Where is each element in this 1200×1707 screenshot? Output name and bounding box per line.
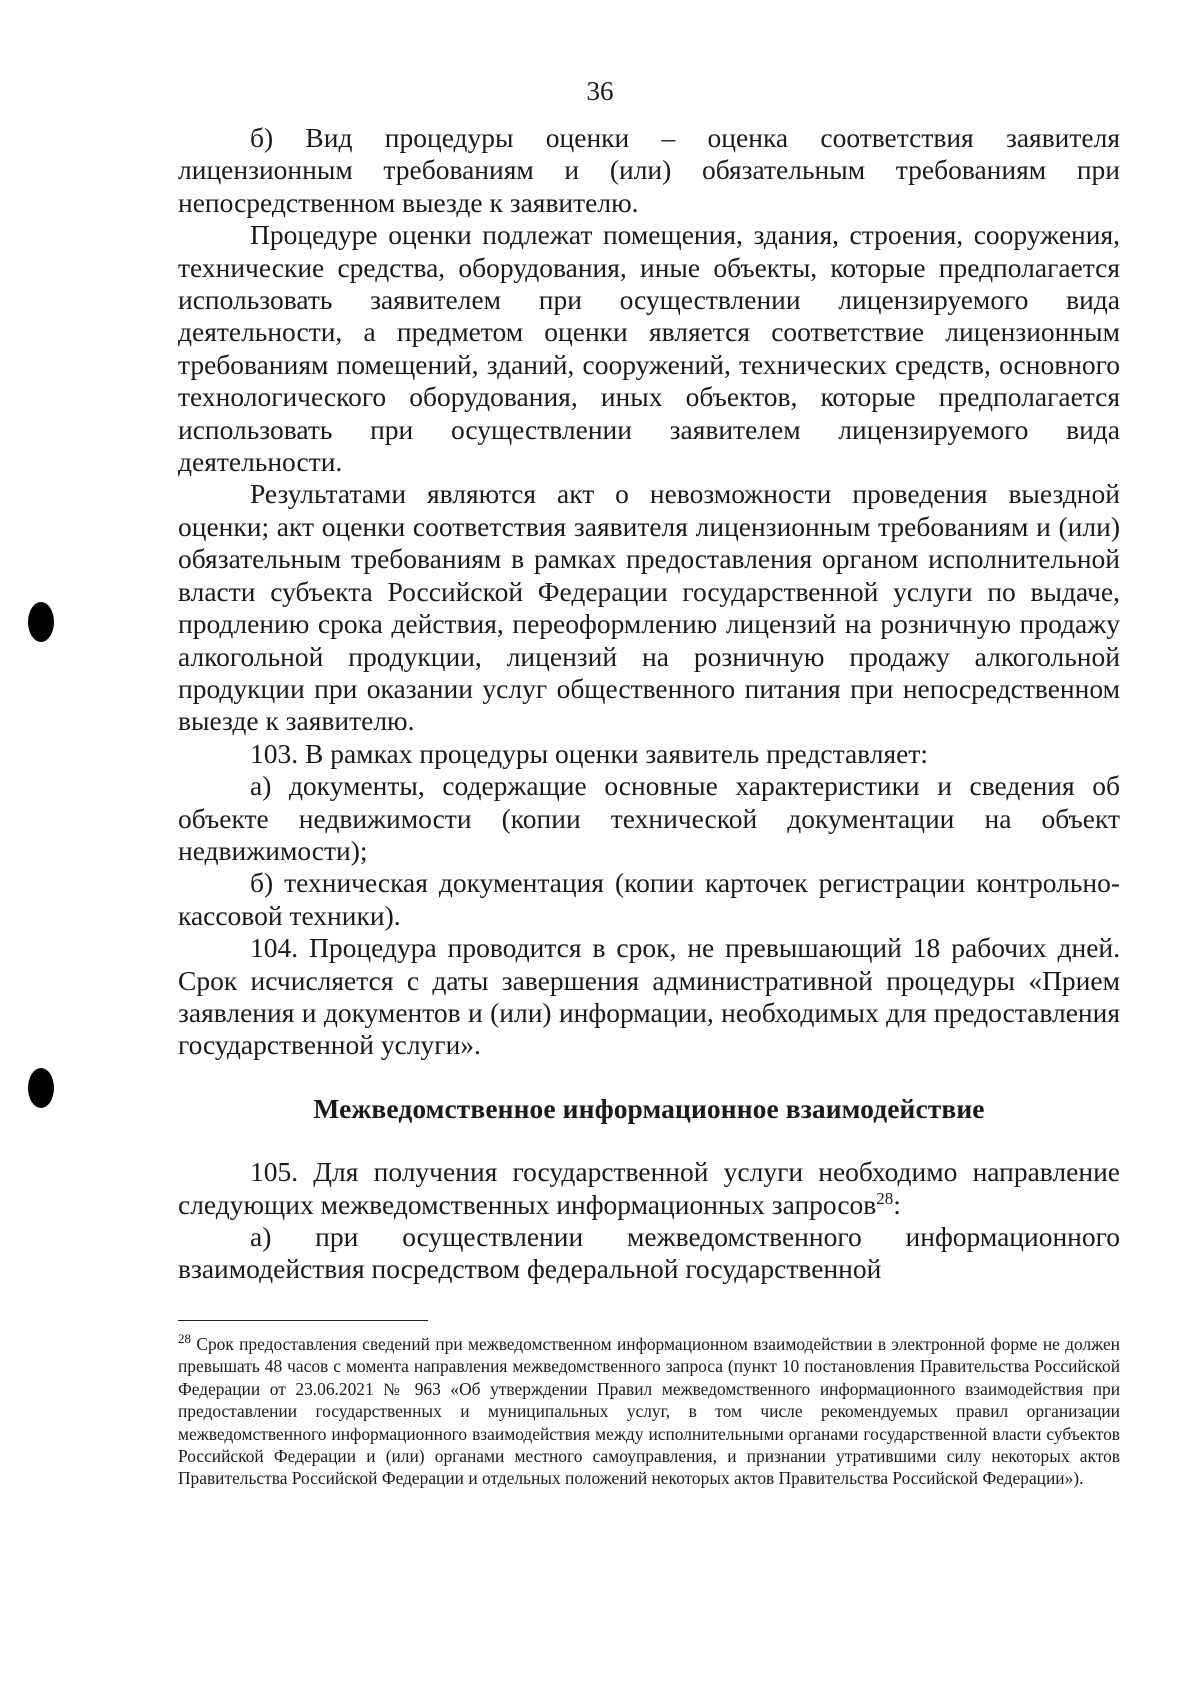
paragraph-results: Результатами являются акт о невозможности проведения выездной оценки; акт оценки соответствия заявителя лицензионным требованиям и (или) обязательным требованиям в рамках предоставления органом исполнительной власти субъекта Российской Федерации государственной услуги по выдаче, продлению срока действия, переоформлению лицензий на розничную продажу алкогольной продукции, лицензий на розничную продажу алкогольной продукции при оказании услуг общественного питания при непосредственном выезде к заявителю.: [178, 478, 1120, 737]
paragraph-103: 103. В рамках процедуры оценки заявитель представляет:: [250, 737, 929, 769]
paragraph-105: [178, 1156, 1120, 1221]
document-body: [178, 122, 1120, 1286]
footnote-text: Срок предоставления сведений при межведомственном информационном взаимодействии в электронной форме не должен превышать 48 часов с момента направления межведомственного запроса (пункт 10 постановления Правительства Российской Федерации от 23.06.2021 № 963 «Об утверждении Правил межведомственного информационного взаимодействия при предоставлении государственных и муниципальных услуг, в том числе рекомендуемых правил организации межведомственного информационного взаимодействия между исполнительными органами государственной власти субъектов Российской Федерации и (или) органами местного самоуправления, и признании утратившими силу некоторых актов Правительства Российской Федерации и отдельных положений некоторых актов Правительства Российской Федерации»).: [178, 1334, 1120, 1489]
footnote-28: [178, 1333, 1120, 1490]
footnote-marker: 28: [178, 1331, 191, 1347]
footnote-separator: [178, 1320, 428, 1321]
paragraph-b-procedure-type: б) Вид процедуры оценки – оценка соответствия заявителя лицензионным требованиям и (или) обязательным требованиям при непосредственном выезде к заявителю.: [178, 122, 1120, 218]
punch-hole-lower: [28, 1068, 54, 1108]
paragraph-104: 104. Процедура проводится в срок, не превышающий 18 рабочих дней. Срок исчисляется с даты завершения административной процедуры «Прием заявления и документов и (или) информации, необходимых для предоставления государственной услуги».: [178, 932, 1120, 1061]
paragraph-105-a: а) при осуществлении межведомственного информационного взаимодействия посредством федеральной государственной: [178, 1221, 1120, 1285]
punch-hole-upper: [28, 602, 54, 642]
footnote-reference[interactable]: 28: [876, 1188, 894, 1208]
paragraph-assessment-subject: Процедуре оценки подлежат помещения, здания, строения, сооружения, технические средства, оборудования, иные объекты, которые предполагается использовать заявителем при осуществлении лицензируемого вида деятельности, а предметом оценки является соответствие лицензионным требованиям помещений, зданий, сооружений, технических средств, основного технологического оборудования, иных объектов, которые предполагается использовать при осуществлении заявителем лицензируемого вида деятельности.: [178, 219, 1120, 478]
paragraph-103-b: б) техническая документация (копии карточек регистрации контрольно-кассовой техники).: [178, 867, 1120, 931]
paragraph-103-a: а) документы, содержащие основные характеристики и сведения об объекте недвижимости (копии технической документации на объект недвижимости);: [178, 770, 1120, 866]
paragraph-105-colon: :: [893, 1188, 901, 1220]
section-heading: Межведомственное информационное взаимодействие: [313, 1092, 985, 1124]
paragraph-105-text: 105. Для получения государственной услуги необходимо направление следующих межведомственных информационных запросов: [178, 1156, 1120, 1220]
page-number: 36: [586, 76, 614, 106]
